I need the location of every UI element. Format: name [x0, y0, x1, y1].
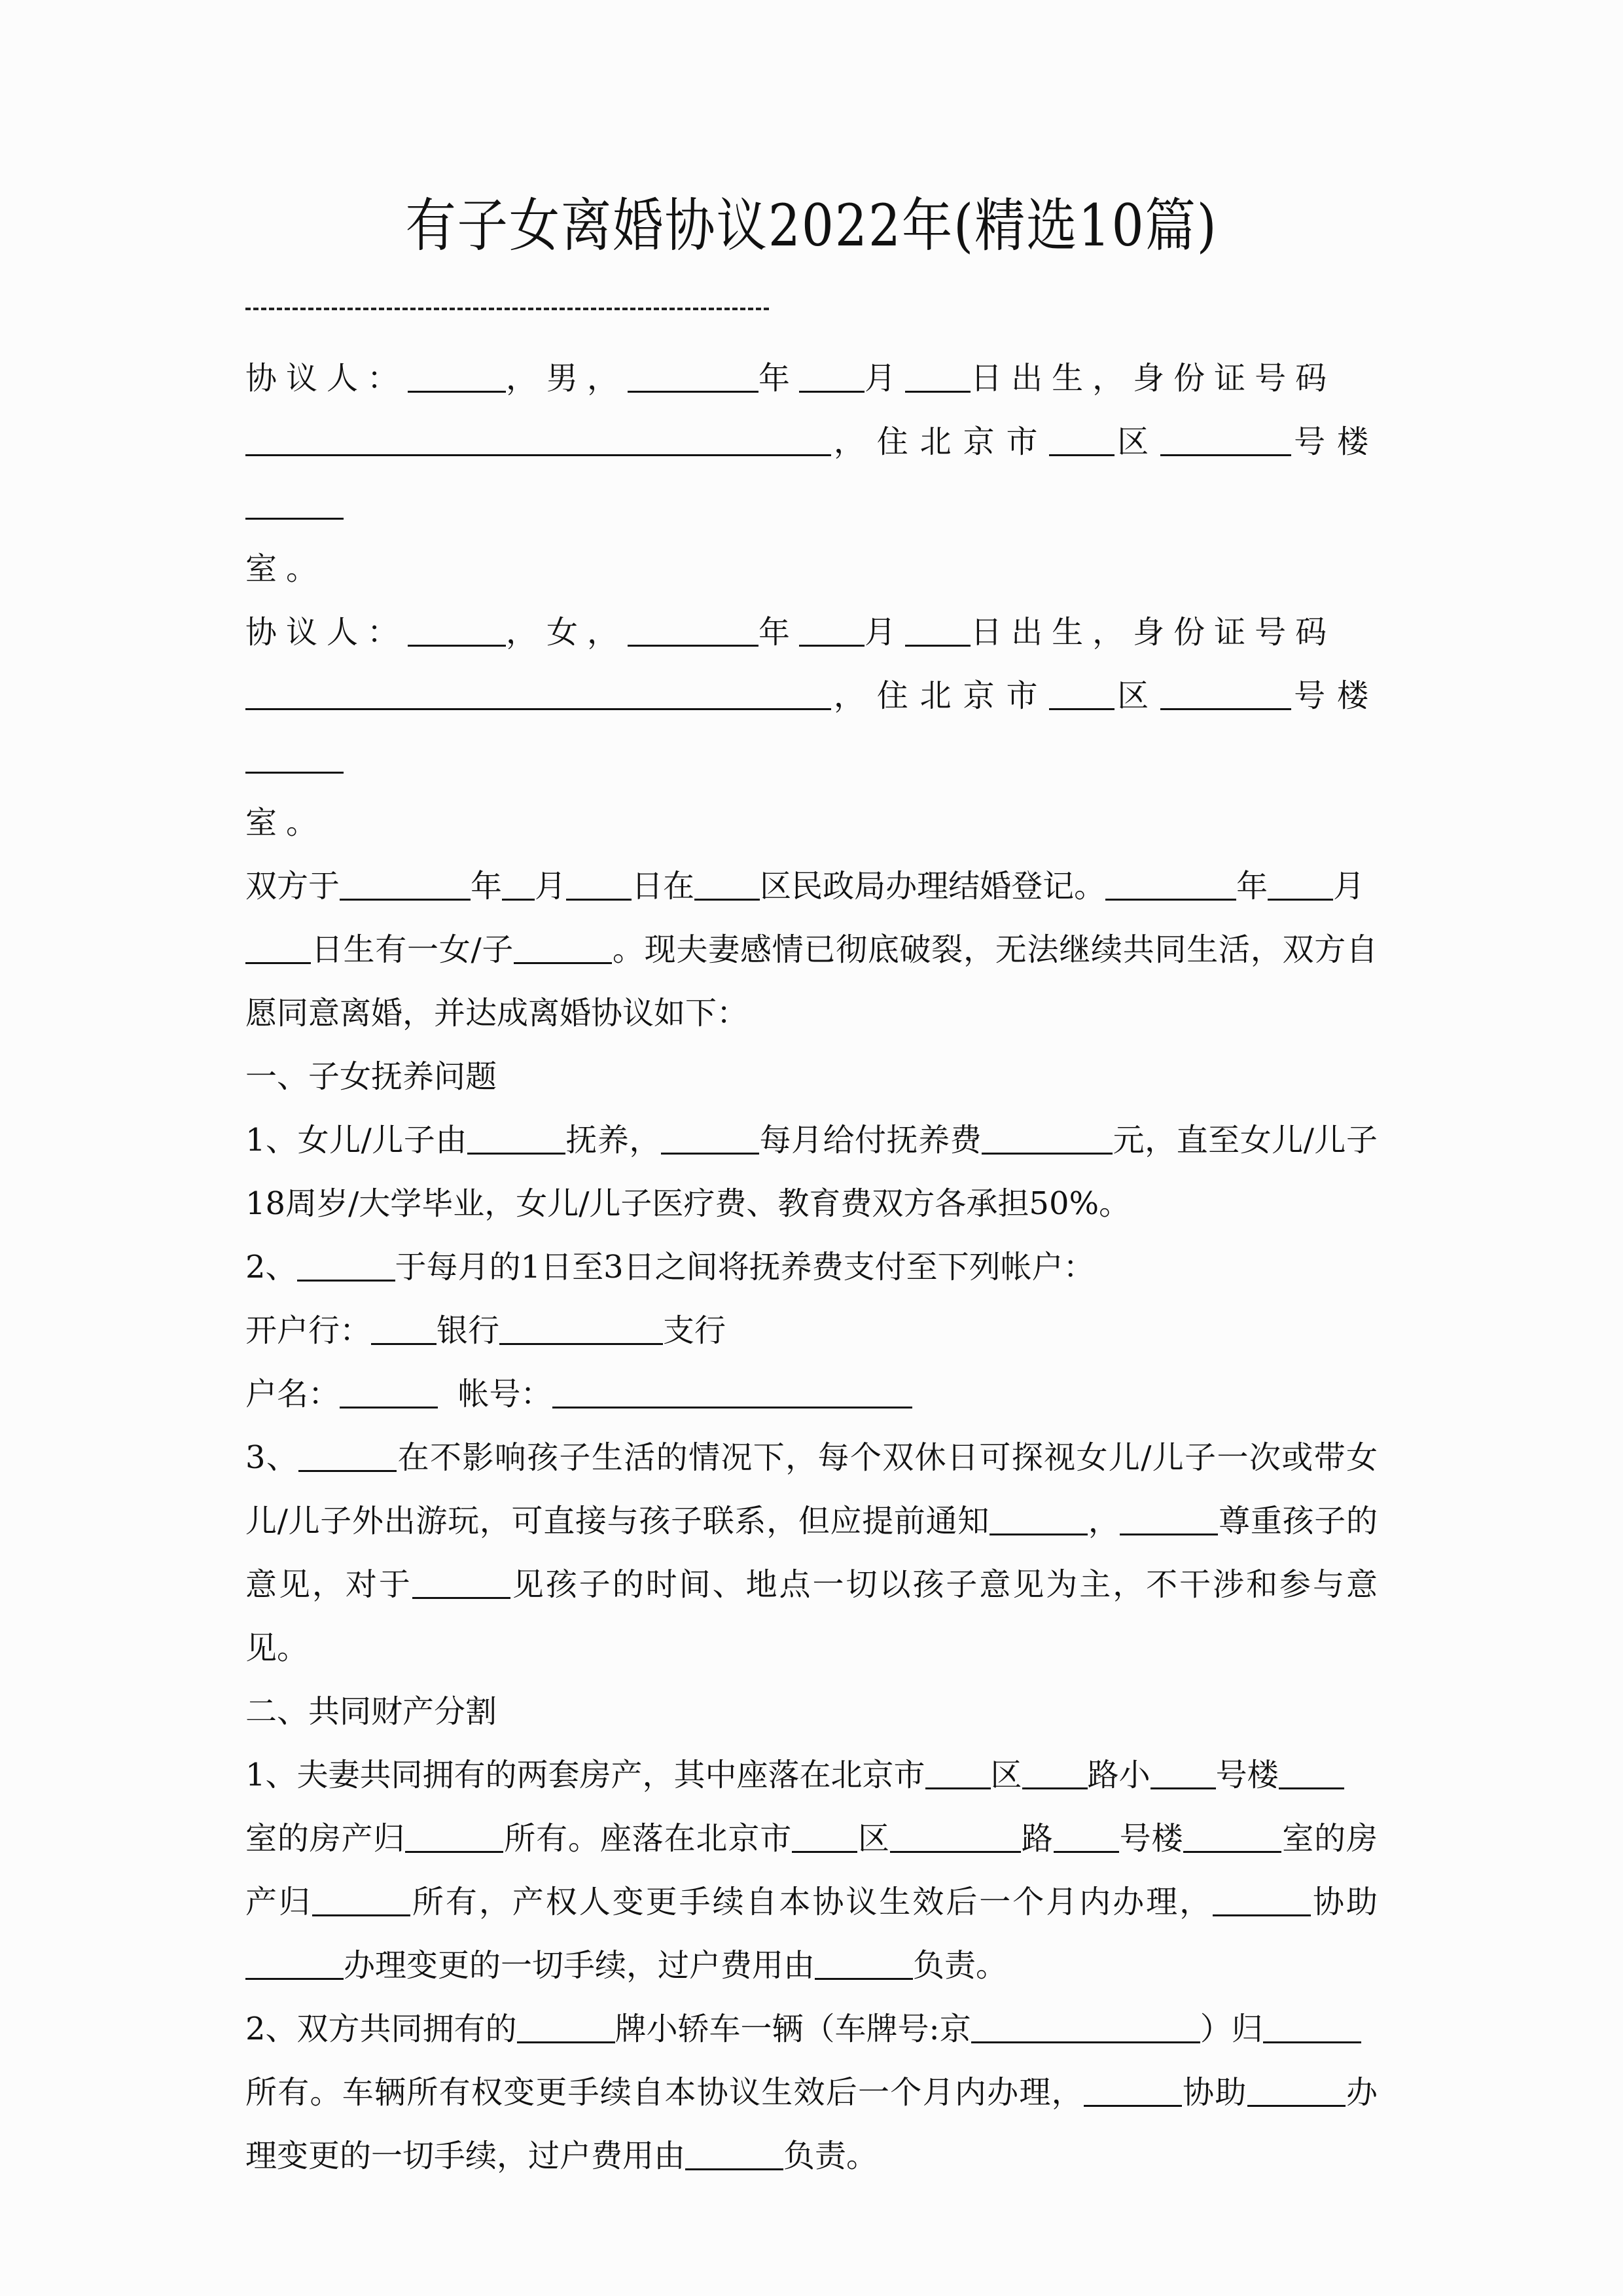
text-segment: 1、夫妻共同拥有的两套房产，其中座落在北京市 — [245, 1757, 925, 1793]
fill-in-blank[interactable] — [799, 358, 865, 393]
fill-in-blank[interactable] — [1022, 1755, 1088, 1789]
text-segment: ，男， — [506, 360, 628, 397]
paragraph-party-male — [245, 347, 1378, 601]
fill-in-blank[interactable] — [799, 612, 865, 647]
text-segment: 抚养， — [565, 1122, 661, 1158]
text-segment: 年 — [758, 360, 800, 397]
fill-in-blank[interactable] — [312, 1882, 410, 1916]
text-segment: 日在 — [632, 868, 695, 905]
fill-in-blank[interactable] — [552, 1374, 912, 1408]
text-segment: 办理变更的一切手续，过户费用由 — [245, 2074, 1378, 2174]
fill-in-blank[interactable] — [1279, 1755, 1344, 1789]
fill-in-blank[interactable] — [990, 1501, 1088, 1535]
text-segment: 协议人： — [245, 614, 408, 651]
fill-in-blank[interactable] — [905, 612, 971, 647]
text-segment: 见孩子的时间、地点一切以孩子意见为主，不干涉和参与意见。 — [245, 1566, 1378, 1666]
fill-in-blank[interactable] — [905, 358, 971, 393]
fill-in-blank[interactable] — [566, 866, 632, 901]
fill-in-blank[interactable] — [628, 612, 758, 647]
fill-in-blank[interactable] — [1160, 675, 1291, 710]
fill-in-blank[interactable] — [1150, 1755, 1216, 1789]
text-segment: 牌小轿车一辆（车牌号:京 — [615, 2011, 971, 2047]
document-body — [245, 347, 1378, 2188]
text-segment: 号楼 — [1291, 423, 1378, 460]
text-segment: 年 — [758, 614, 800, 651]
fill-in-blank[interactable] — [297, 1247, 395, 1282]
text-segment: 室的房产归 — [245, 1820, 1378, 1920]
text-segment: 所有，产权人变更手续自本协议生效后一个月内办理， — [410, 1884, 1213, 1920]
fill-in-blank[interactable] — [661, 1120, 759, 1155]
text-segment: 号楼 — [1215, 1757, 1279, 1793]
fill-in-blank[interactable] — [408, 612, 506, 647]
text-segment: 日出生，身份证号码 — [971, 614, 1336, 651]
fill-in-blank[interactable] — [1160, 422, 1291, 456]
text-segment: ，住北京市 — [831, 677, 1050, 714]
paragraph-account-line — [245, 1363, 1378, 1426]
fill-in-blank[interactable] — [1049, 675, 1115, 710]
text-segment: 2、双方共同拥有的 — [245, 2011, 517, 2047]
fill-in-blank[interactable] — [340, 1374, 438, 1408]
paragraph-bank-line — [245, 1299, 1378, 1363]
fill-in-blank[interactable] — [628, 358, 758, 393]
text-segment: 所有。座落在北京市 — [503, 1820, 793, 1857]
text-segment: 负责。 — [783, 2138, 878, 2174]
fill-in-blank[interactable] — [890, 1818, 1021, 1853]
fill-in-blank[interactable] — [1084, 2072, 1182, 2107]
text-segment: 二、共同财产分割 — [245, 1693, 497, 1730]
text-segment: 一、子女抚养问题 — [245, 1058, 497, 1095]
text-segment: 3、 — [245, 1439, 299, 1476]
text-segment: 元，直至女儿/儿子18周岁/大学毕业，女儿/儿子医疗费、教育费双方各承担50%。 — [245, 1122, 1378, 1222]
fill-in-blank[interactable] — [1213, 1882, 1311, 1916]
text-segment: 协助 — [1311, 1884, 1378, 1920]
text-segment: 银行 — [437, 1312, 500, 1349]
fill-in-blank[interactable] — [405, 1818, 503, 1853]
text-segment: 户名： — [245, 1376, 340, 1412]
paragraph-section-2-heading — [245, 1680, 1378, 1744]
text-segment: 区 — [1115, 677, 1161, 714]
text-segment: ， — [1088, 1503, 1120, 1539]
fill-in-blank[interactable] — [971, 2009, 1200, 2043]
fill-in-blank[interactable] — [298, 1437, 397, 1472]
fill-in-blank[interactable] — [408, 358, 506, 393]
fill-in-blank[interactable] — [467, 1120, 565, 1155]
paragraph-section-1-heading — [245, 1045, 1378, 1109]
text-segment: 每月给付抚养费 — [758, 1122, 982, 1158]
fill-in-blank[interactable] — [694, 866, 760, 901]
paragraph-clause-1-2 — [245, 1236, 1378, 1299]
text-segment: 路小 — [1087, 1757, 1150, 1793]
text-segment: 室。 — [245, 804, 327, 841]
fill-in-blank[interactable] — [685, 2136, 783, 2170]
fill-in-blank[interactable] — [245, 422, 831, 456]
text-segment: ，女， — [506, 614, 628, 651]
paragraph-party-female — [245, 601, 1378, 855]
text-segment: 区 — [857, 1820, 890, 1857]
fill-in-blank[interactable] — [815, 1945, 913, 1980]
title-divider — [245, 308, 769, 310]
text-segment: 月 — [865, 360, 906, 397]
fill-in-blank[interactable] — [792, 1818, 857, 1853]
text-segment: 日出生，身份证号码 — [971, 360, 1336, 397]
fill-in-blank[interactable] — [1183, 1818, 1281, 1853]
fill-in-blank[interactable] — [371, 1310, 437, 1345]
paragraph-marriage-info — [245, 855, 1378, 1045]
text-segment: 1、女儿/儿子由 — [245, 1122, 467, 1158]
fill-in-blank[interactable] — [1120, 1501, 1218, 1535]
text-segment: 办理变更的一切手续，过户费用由 — [344, 1947, 815, 1984]
text-segment: 日生有一女/子 — [311, 931, 514, 968]
text-segment: 2、 — [245, 1249, 297, 1285]
fill-in-blank[interactable] — [245, 929, 311, 964]
text-segment: 于每月的1日至3日之间将抚养费支付至下列帐户： — [395, 1249, 1095, 1285]
text-segment: 年 — [1236, 868, 1268, 905]
text-segment: 开户行： — [245, 1312, 372, 1349]
text-segment: 尊重孩子的意见，对于 — [245, 1503, 1378, 1603]
paragraph-clause-1-3 — [245, 1426, 1378, 1680]
fill-in-blank[interactable] — [925, 1755, 991, 1789]
text-segment: 室。 — [245, 550, 327, 587]
paragraph-clause-1-1 — [245, 1109, 1378, 1236]
fill-in-blank[interactable] — [514, 929, 612, 964]
text-segment: 。现夫妻感情已彻底破裂，无法继续共同生活，双方自愿同意离婚，并达成离婚协议如下： — [245, 931, 1378, 1031]
fill-in-blank[interactable] — [245, 675, 831, 710]
paragraph-clause-2-1 — [245, 1744, 1378, 1998]
document-title: 有子女离婚协议2022年(精选10篇) — [405, 192, 1218, 259]
fill-in-blank[interactable] — [1049, 422, 1115, 456]
fill-in-blank[interactable] — [245, 739, 344, 774]
fill-in-blank[interactable] — [1263, 2009, 1361, 2043]
text-segment: 帐号： — [438, 1376, 552, 1412]
fill-in-blank[interactable] — [982, 1120, 1113, 1155]
fill-in-blank[interactable] — [502, 866, 535, 901]
fill-in-blank[interactable] — [499, 1310, 663, 1345]
text-segment: 月 — [1333, 868, 1365, 905]
text-segment: ）归 — [1200, 2011, 1263, 2047]
text-segment: 区 — [990, 1757, 1022, 1793]
fill-in-blank[interactable] — [1247, 2072, 1346, 2107]
text-segment: 月 — [865, 614, 906, 651]
fill-in-blank[interactable] — [245, 485, 344, 520]
fill-in-blank[interactable] — [1105, 866, 1236, 901]
text-segment: 在不影响孩子生活的情况下，每个双休日可探视女儿/儿子一次或带女儿/儿子外出游玩，可直接与孩子联系，但应提前通知 — [245, 1439, 1378, 1539]
text-segment: 负责。 — [913, 1947, 1008, 1984]
fill-in-blank[interactable] — [340, 866, 471, 901]
text-segment: 所有。车辆所有权变更手续自本协议生效后一个月内办理， — [245, 2074, 1084, 2111]
fill-in-blank[interactable] — [1268, 866, 1333, 901]
text-segment: 双方于 — [245, 868, 340, 905]
paragraph-clause-2-2 — [245, 1998, 1378, 2188]
text-segment: 号楼 — [1118, 1820, 1184, 1857]
fill-in-blank[interactable] — [245, 1945, 344, 1980]
fill-in-blank[interactable] — [517, 2009, 615, 2043]
text-segment: 路 — [1020, 1820, 1054, 1857]
text-segment: 协助 — [1181, 2074, 1247, 2111]
text-segment: 区 — [1115, 423, 1161, 460]
fill-in-blank[interactable] — [1054, 1818, 1119, 1853]
text-segment: 协议人： — [245, 360, 408, 397]
text-segment: 区民政局办理结婚登记。 — [760, 868, 1106, 905]
text-segment: 月 — [535, 868, 567, 905]
text-segment: 号楼 — [1291, 677, 1378, 714]
text-segment: 室的房产归 — [245, 1820, 406, 1857]
text-segment: ，住北京市 — [831, 423, 1050, 460]
fill-in-blank[interactable] — [412, 1564, 510, 1599]
text-segment: 年 — [471, 868, 503, 905]
text-segment: 支行 — [663, 1312, 726, 1349]
